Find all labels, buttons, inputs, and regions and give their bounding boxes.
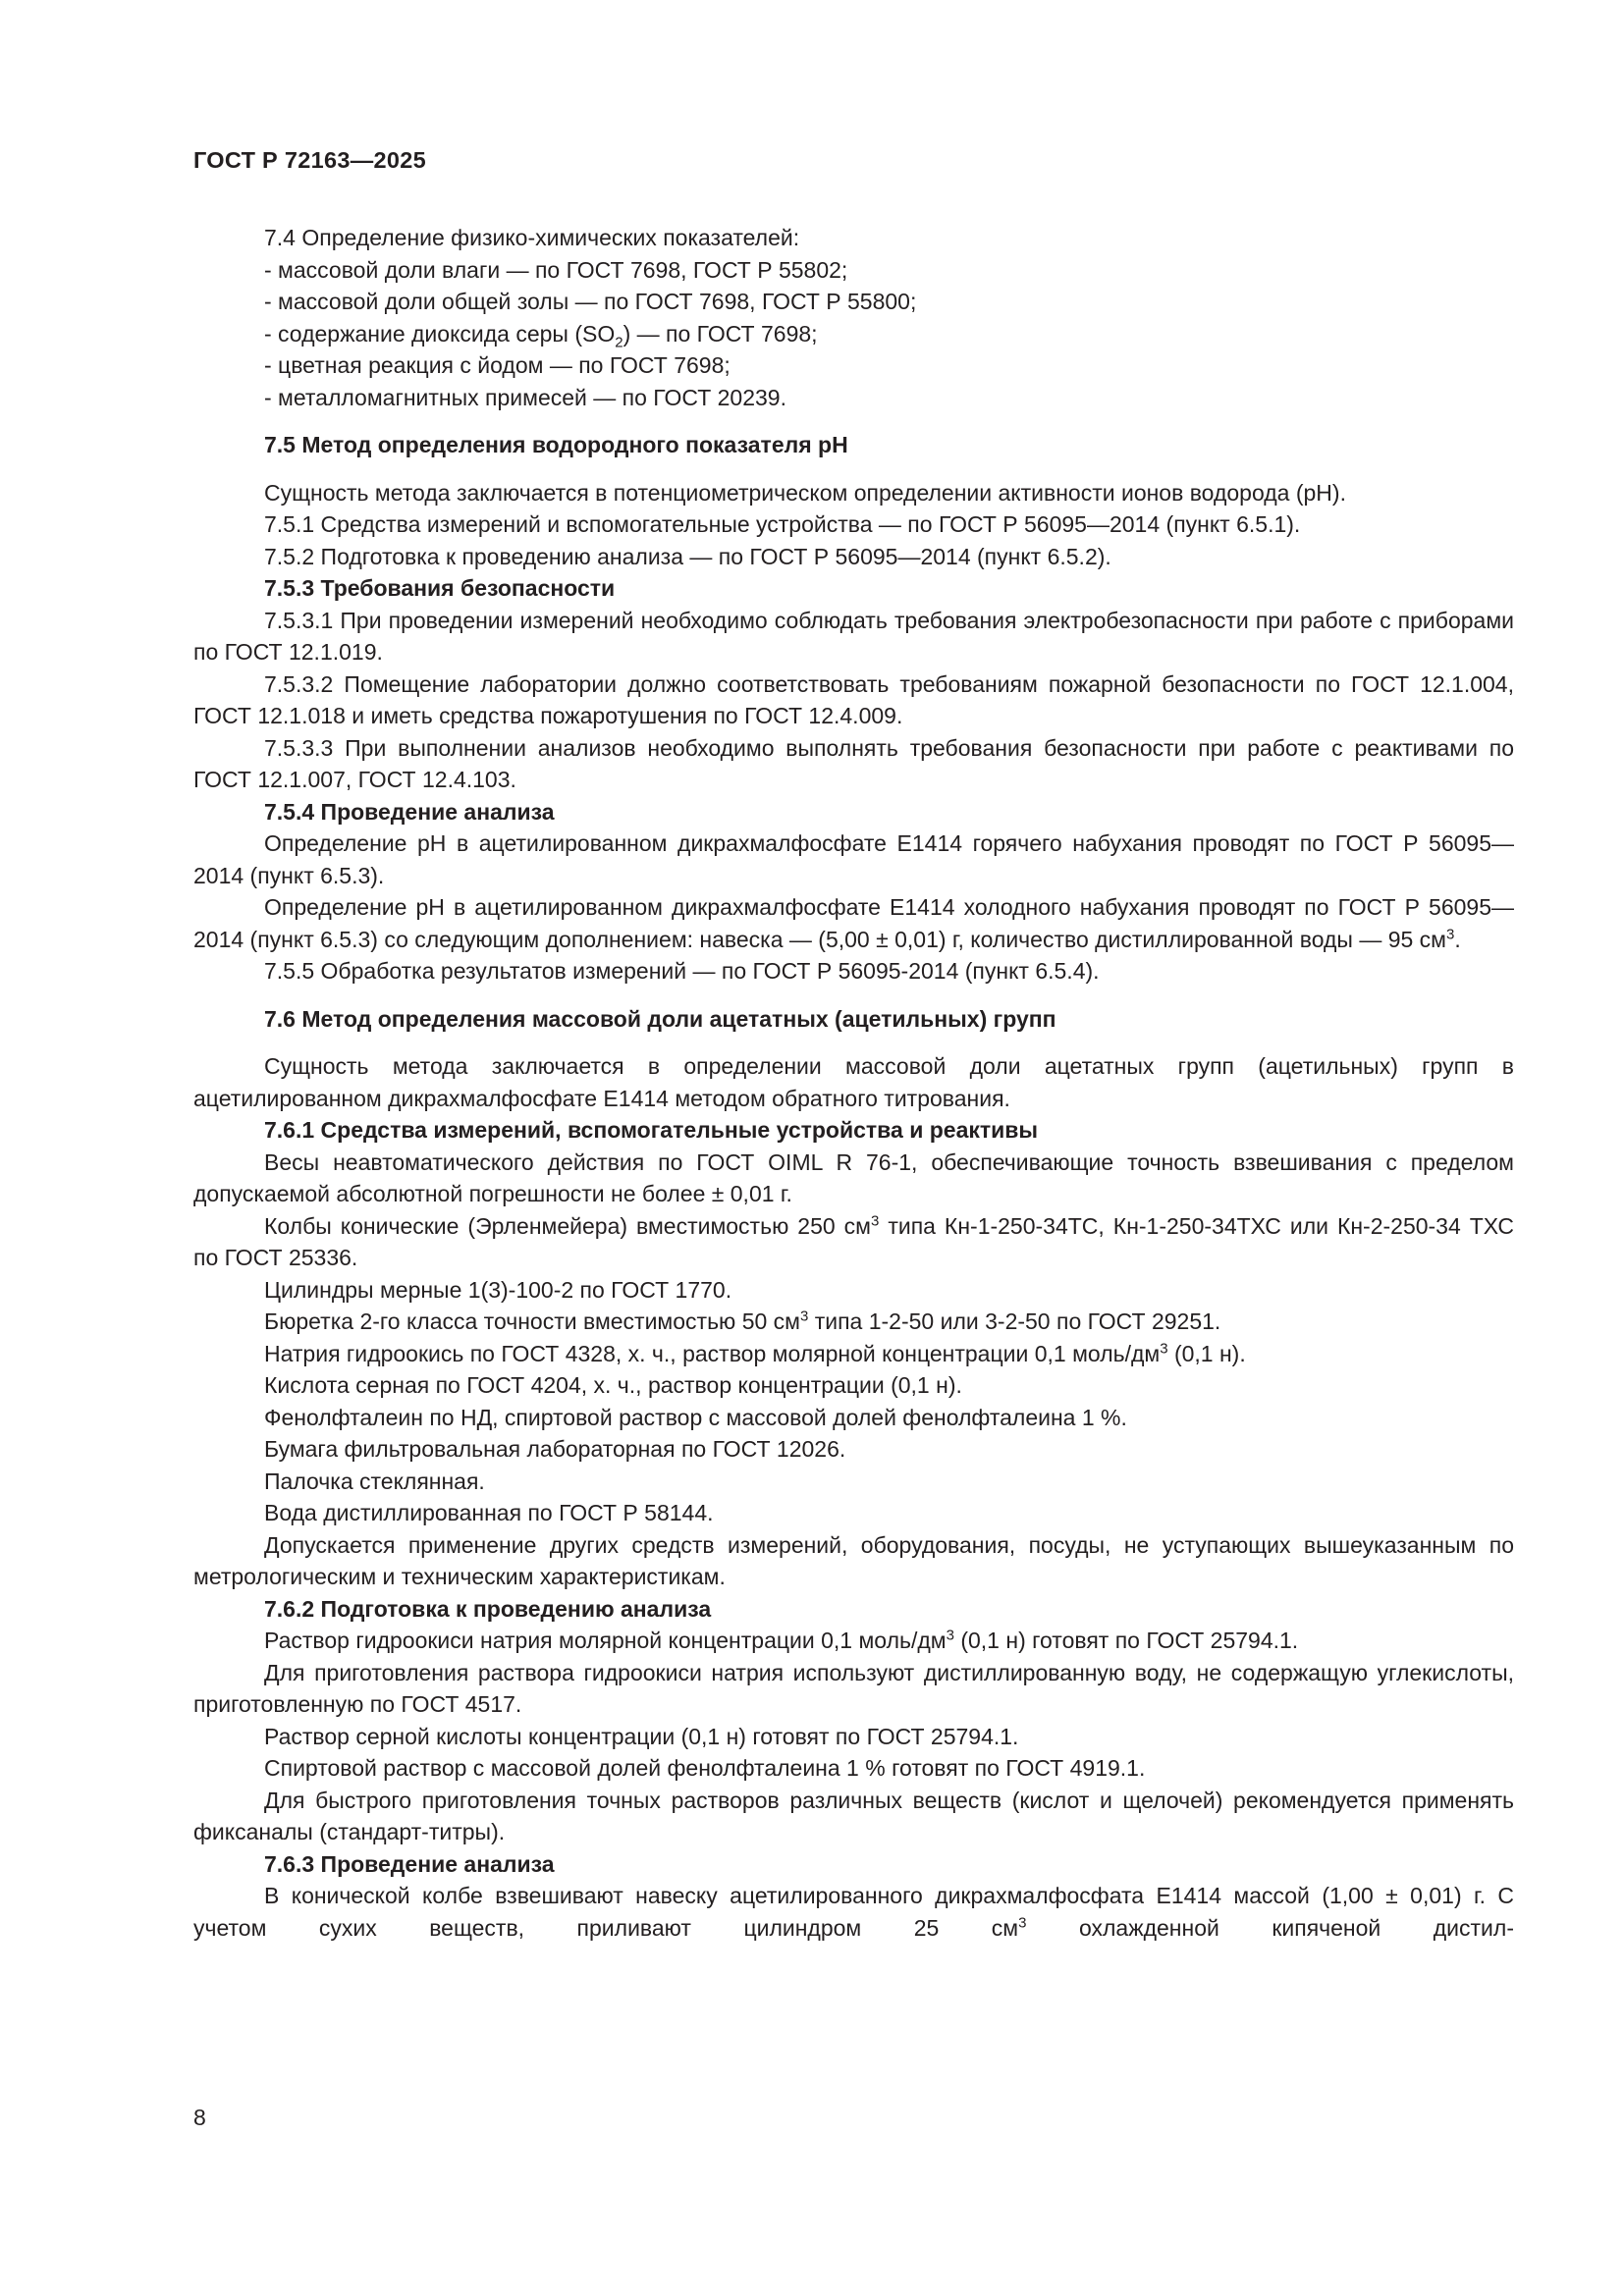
- document-header: ГОСТ Р 72163—2025: [193, 147, 426, 173]
- paragraph: Для быстрого приготовления точных растворов различных веществ (кислот и щелочей) рекомендуется применять фиксаналы (стандарт-титры).: [193, 1787, 1514, 1844]
- paragraph: Бюретка 2-го класса точности вместимостью 50 $см^3$ типа 1-2-50 или 3-2-50 по ГОСТ 29251.: [264, 1308, 1221, 1334]
- page-content: [193, 222, 1514, 1944]
- paragraph: 7.5.2 Подготовка к проведению анализа — по ГОСТ Р 56095—2014 (пункт 6.5.2).: [264, 543, 1111, 569]
- section-7-4-title: 7.4 Определение физико-химических показателей:: [264, 225, 800, 250]
- subsection-heading: 7.6.1 Средства измерений, вспомогательные устройства и реактивы: [264, 1117, 1039, 1143]
- list-item: - содержание диоксида серы $(SO_2)$ — по ГОСТ 7698;: [264, 320, 818, 351]
- page-number: 8: [193, 2105, 206, 2130]
- list-item: - металломагнитных примесей — по ГОСТ 20239.: [264, 384, 786, 410]
- paragraph: Весы неавтоматического действия по ГОСТ OIML R 76-1, обеспечивающие точность взвешивания с пределом допускаемой абсолютной погрешности не более ± 0,01 г.: [193, 1148, 1514, 1206]
- paragraph: Спиртовой раствор с массовой долей фенолфталеина 1 % готовят по ГОСТ 4919.1.: [264, 1755, 1146, 1781]
- paragraph: Допускается применение других средств измерений, оборудования, посуды, не уступающих вышеуказанным по метрологическим и техническим характеристикам.: [193, 1531, 1514, 1589]
- paragraph: 7.5.3.2 Помещение лаборатории должно соответствовать требованиям пожарной безопасности по ГОСТ 12.1.004, ГОСТ 12.1.018 и иметь средства пожаротушения по ГОСТ 12.4.009.: [193, 670, 1514, 728]
- paragraph: Палочка стеклянная.: [264, 1468, 485, 1494]
- subsection-heading: 7.6.2 Подготовка к проведению анализа: [264, 1595, 712, 1622]
- section-7-5-heading: 7.5 Метод определения водородного показателя pH: [264, 432, 848, 457]
- paragraph: Натрия гидроокись по ГОСТ 4328, х. ч., раствор молярной концентрации 0,1 моль/$дм^3$ (0,1 н).: [264, 1339, 1246, 1366]
- paragraph: Цилиндры мерные 1(3)-100-2 по ГОСТ 1770.: [264, 1276, 732, 1303]
- paragraph: 7.5.3.3 При выполнении анализов необходимо выполнять требования безопасности при работе с реактивами по ГОСТ 12.1.007, ГОСТ 12.4.103.: [193, 734, 1514, 792]
- paragraph: 7.5.1 Средства измерений и вспомогательные устройства — по ГОСТ Р 56095—2014 (пункт 6.5.1).: [264, 511, 1301, 537]
- paragraph: Бумага фильтровальная лабораторная по ГОСТ 12026.: [264, 1436, 846, 1462]
- paragraph: Вода дистиллированная по ГОСТ Р 58144.: [264, 1500, 714, 1525]
- subsection-heading: 7.6.3 Проведение анализа: [264, 1850, 555, 1877]
- list-item: - массовой доли общей золы — по ГОСТ 7698, ГОСТ Р 55800;: [264, 289, 917, 314]
- paragraph: Фенолфталеин по НД, спиртовой раствор с массовой долей фенолфталеина 1 %.: [264, 1404, 1127, 1430]
- subsection-heading: 7.5.3 Требования безопасности: [264, 575, 616, 601]
- paragraph: Для приготовления раствора гидроокиси натрия используют дистиллированную воду, не содержащую углекислоты, приготовленную по ГОСТ 4517.: [193, 1659, 1514, 1717]
- paragraph: 7.5.3.1 При проведении измерений необходимо соблюдать требования электробезопасности при работе с приборами по ГОСТ 12.1.019.: [193, 607, 1514, 665]
- paragraph: Раствор гидроокиси натрия молярной концентрации 0,1 моль/$дм^3$ (0,1 н) готовят по ГОСТ 25794.1.: [264, 1627, 1299, 1653]
- paragraph: Определение pH в ацетилированном дикрахмалфосфате E1414 горячего набухания проводят по ГОСТ Р 56095—2014 (пункт 6.5.3).: [193, 830, 1514, 888]
- paragraph: Раствор серной кислоты концентрации (0,1 н) готовят по ГОСТ 25794.1.: [264, 1723, 1019, 1749]
- paragraph: 7.5.5 Обработка результатов измерений — по ГОСТ Р 56095-2014 (пункт 6.5.4).: [264, 958, 1100, 984]
- paragraph: Сущность метода заключается в потенциометрическом определении активности ионов водорода (pH).: [264, 479, 1346, 506]
- paragraph: Колбы конические (Эрленмейера) вместимостью 250 $см^3$ типа Кн-1-250-34ТС, Кн-1-250-34ТХС или Кн-2-250-34 ТХС по ГОСТ 25336.: [193, 1211, 1514, 1270]
- list-item: - массовой доли влаги — по ГОСТ 7698, ГОСТ Р 55802;: [264, 256, 848, 283]
- paragraph: Кислота серная по ГОСТ 4204, х. ч., раствор концентрации (0,1 н).: [264, 1372, 962, 1398]
- paragraph: Сущность метода заключается в определении массовой доли ацетатных групп (ацетильных) групп в ацетилированном дикрахмалфосфате E1414 методом обратного титрования.: [193, 1053, 1514, 1111]
- paragraph: В конической колбе взвешивают навеску ацетилированного дикрахмалфосфата E1414 массой (1,00 ± 0,01) г. С учетом сухих веществ, приливают цилиндром 25 $см^3$ охлажденной кипяченой дистил-: [193, 1883, 1514, 1941]
- paragraph: Определение pH в ацетилированном дикрахмалфосфате E1414 холодного набухания проводят по ГОСТ Р 56095—2014 (пункт 6.5.3) со следующим дополнением: навеска — (5,00 ± 0,01) г, количество дистиллированной воды — 95 $см^3$.: [193, 894, 1514, 952]
- section-7-6-heading: 7.6 Метод определения массовой доли ацетатных (ацетильных) групп: [264, 1005, 1056, 1032]
- subsection-heading: 7.5.4 Проведение анализа: [264, 798, 555, 825]
- list-item: - цветная реакция с йодом — по ГОСТ 7698;: [264, 352, 731, 378]
